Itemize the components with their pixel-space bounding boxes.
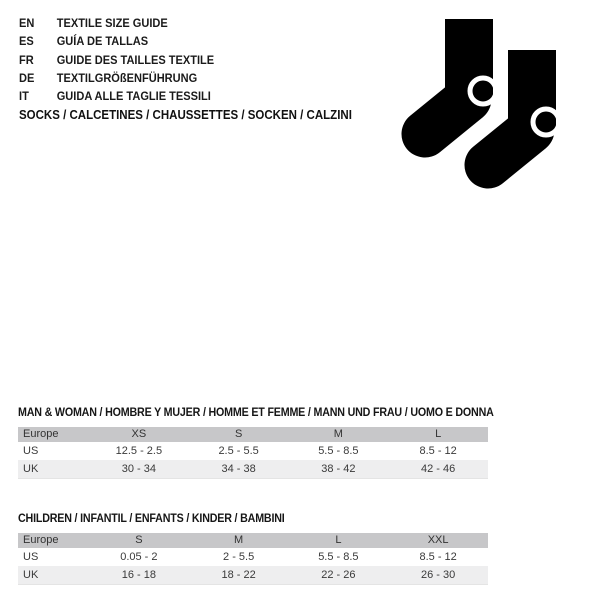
socks-icon [395,5,595,205]
header-cell-size: L [435,428,442,440]
guide-title-fr: GUIDE DES TAILLES TEXTILE [56,52,215,67]
language-row [19,69,214,87]
size-table-children [18,513,488,585]
size-table-man-woman [18,407,494,479]
language-code: EN [19,16,35,30]
language-row [19,51,214,69]
size-value: 18 - 22 [221,569,256,581]
size-value: 5.5 - 8.5 [318,551,359,563]
guide-title-de: TEXTILGRÖßENFÜHRUNG [56,70,198,85]
header-cell-size: L [335,534,342,546]
guide-title-es: GUÍA DE TALLAS [56,34,149,49]
size-value: 5.5 - 8.5 [318,445,359,457]
table-row-us [18,548,488,566]
row-label: UK [23,569,39,581]
size-value: 8.5 - 12 [419,445,457,457]
header-cell-size: XS [131,428,147,440]
size-value: 12.5 - 2.5 [115,445,163,457]
size-value: 34 - 38 [221,463,256,475]
size-value: 2.5 - 5.5 [218,445,259,457]
size-value: 30 - 34 [121,463,156,475]
language-row [19,32,214,50]
size-value: 16 - 18 [121,569,156,581]
row-label: US [23,551,39,563]
table-title: CHILDREN / INFANTIL / ENFANTS / KINDER / BAMBINI [18,513,285,525]
table-title: MAN & WOMAN / HOMBRE Y MUJER / HOMME ET FEMME / MANN UND FRAU / UOMO E DONNA [18,407,494,419]
table-row-uk [18,566,488,585]
row-label: US [23,445,39,457]
language-row [19,87,214,105]
language-code: IT [19,89,29,104]
language-row [19,14,214,32]
table-row-uk [18,460,488,479]
table-header-row [18,427,488,442]
size-value: 22 - 26 [321,569,356,581]
header-cell-size: M [234,534,244,546]
guide-title-it: GUIDA ALLE TAGLIE TESSILI [56,89,211,104]
table-header-row [18,533,488,548]
header-cell-size: S [234,428,243,440]
guide-title-en: TEXTILE SIZE GUIDE [56,16,168,30]
category-line: SOCKS / CALCETINES / CHAUSSETTES / SOCKEN / CALZINI [19,108,352,122]
size-value: 8.5 - 12 [419,551,457,563]
header-cell-size: M [333,428,343,440]
language-code: DE [19,70,35,85]
header-cell-size: S [135,534,143,546]
language-code: FR [19,52,34,67]
size-value: 26 - 30 [421,569,456,581]
header-cell-size: XXL [427,534,449,546]
size-value: 42 - 46 [421,463,456,475]
header-cell-region: Europe [23,428,59,440]
header-cell-region: Europe [23,534,59,546]
size-value: 0.05 - 2 [120,551,158,563]
row-label: UK [23,463,39,475]
size-value: 2 - 5.5 [223,551,255,563]
size-value: 38 - 42 [321,463,356,475]
table-row-us [18,442,488,460]
language-title-list [19,14,214,105]
language-code: ES [19,34,34,49]
